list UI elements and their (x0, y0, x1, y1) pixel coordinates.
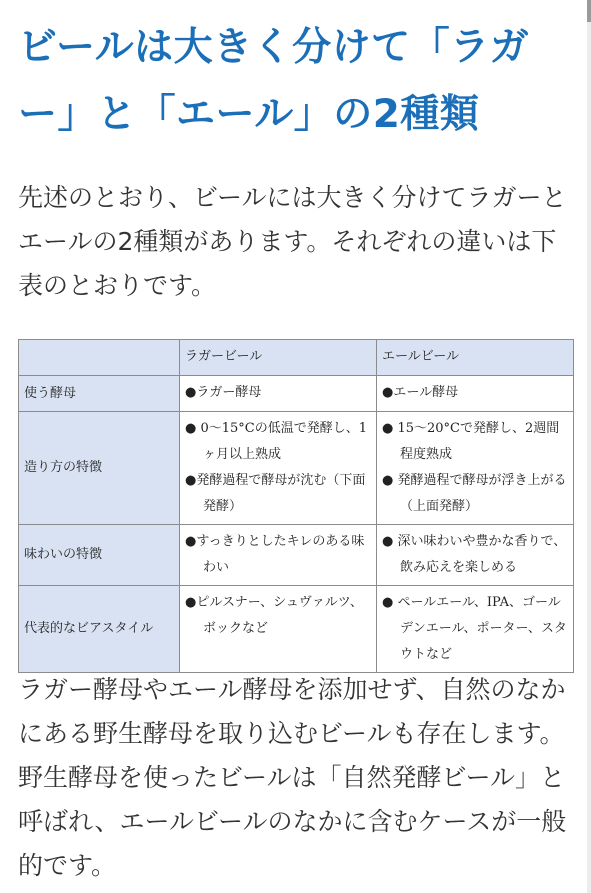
ale-cell (377, 586, 574, 673)
list-item: ●エール酵母 (382, 385, 459, 400)
list-item: ● 深い味わいや豊かな香りで、飲み応えを楽しめる (382, 534, 567, 575)
list-item: ●すっきりとしたキレのある味わい (185, 534, 365, 575)
header-cell-empty (19, 340, 180, 376)
list-item: ●ピルスナー、シュヴァルツ、ボックなど (185, 595, 363, 636)
lager-cell (180, 525, 377, 586)
table-row (19, 412, 574, 525)
beer-comparison-table (18, 339, 574, 673)
table-row (19, 525, 574, 586)
table-row (19, 586, 574, 673)
table-header-row (19, 340, 574, 376)
lager-cell (180, 412, 377, 525)
header-cell-ale: エールビール (377, 340, 574, 376)
list-item: ●発酵過程で酵母が沈む（下面発酵） (185, 473, 366, 514)
row-label: 造り方の特徴 (19, 412, 180, 525)
lager-cell (180, 376, 377, 412)
table-row (19, 376, 574, 412)
list-item: ●ラガー酵母 (185, 385, 262, 400)
list-item: ● 15～20°Cで発酵し、2週間程度熟成 (382, 421, 560, 462)
intro-paragraph: 先述のとおり、ビールには大きく分けてラガーとエールの2種類があります。それぞれの違いは下表のとおりです。 (18, 183, 567, 300)
row-label: 代表的なビアスタイル (19, 586, 180, 673)
section-heading: ビールは大きく分けて「ラガー」と「エール」の2種類 (18, 25, 530, 137)
row-label: 味わいの特徴 (19, 525, 180, 586)
ale-cell (377, 525, 574, 586)
ale-cell (377, 376, 574, 412)
outro-paragraph: ラガー酵母やエール酵母を添加せず、自然のなかにある野生酵母を取り込むビールも存在します。野生酵母を使ったビールは「自然発酵ビール」と呼ばれ、エールビールのなかに含むケースが一般的です。 (18, 675, 567, 880)
scrollbar[interactable] (587, 0, 591, 893)
header-cell-lager: ラガービール (180, 340, 377, 376)
list-item: ● 0～15°Cの低温で発酵し、1ヶ月以上熟成 (185, 421, 368, 462)
lager-cell (180, 586, 377, 673)
row-label: 使う酵母 (19, 376, 180, 412)
ale-cell (377, 412, 574, 525)
list-item: ● ペールエール、IPA、ゴールデンエール、ポーター、スタウトなど (382, 595, 567, 662)
list-item: ● 発酵過程で酵母が浮き上がる（上面発酵） (382, 473, 567, 514)
